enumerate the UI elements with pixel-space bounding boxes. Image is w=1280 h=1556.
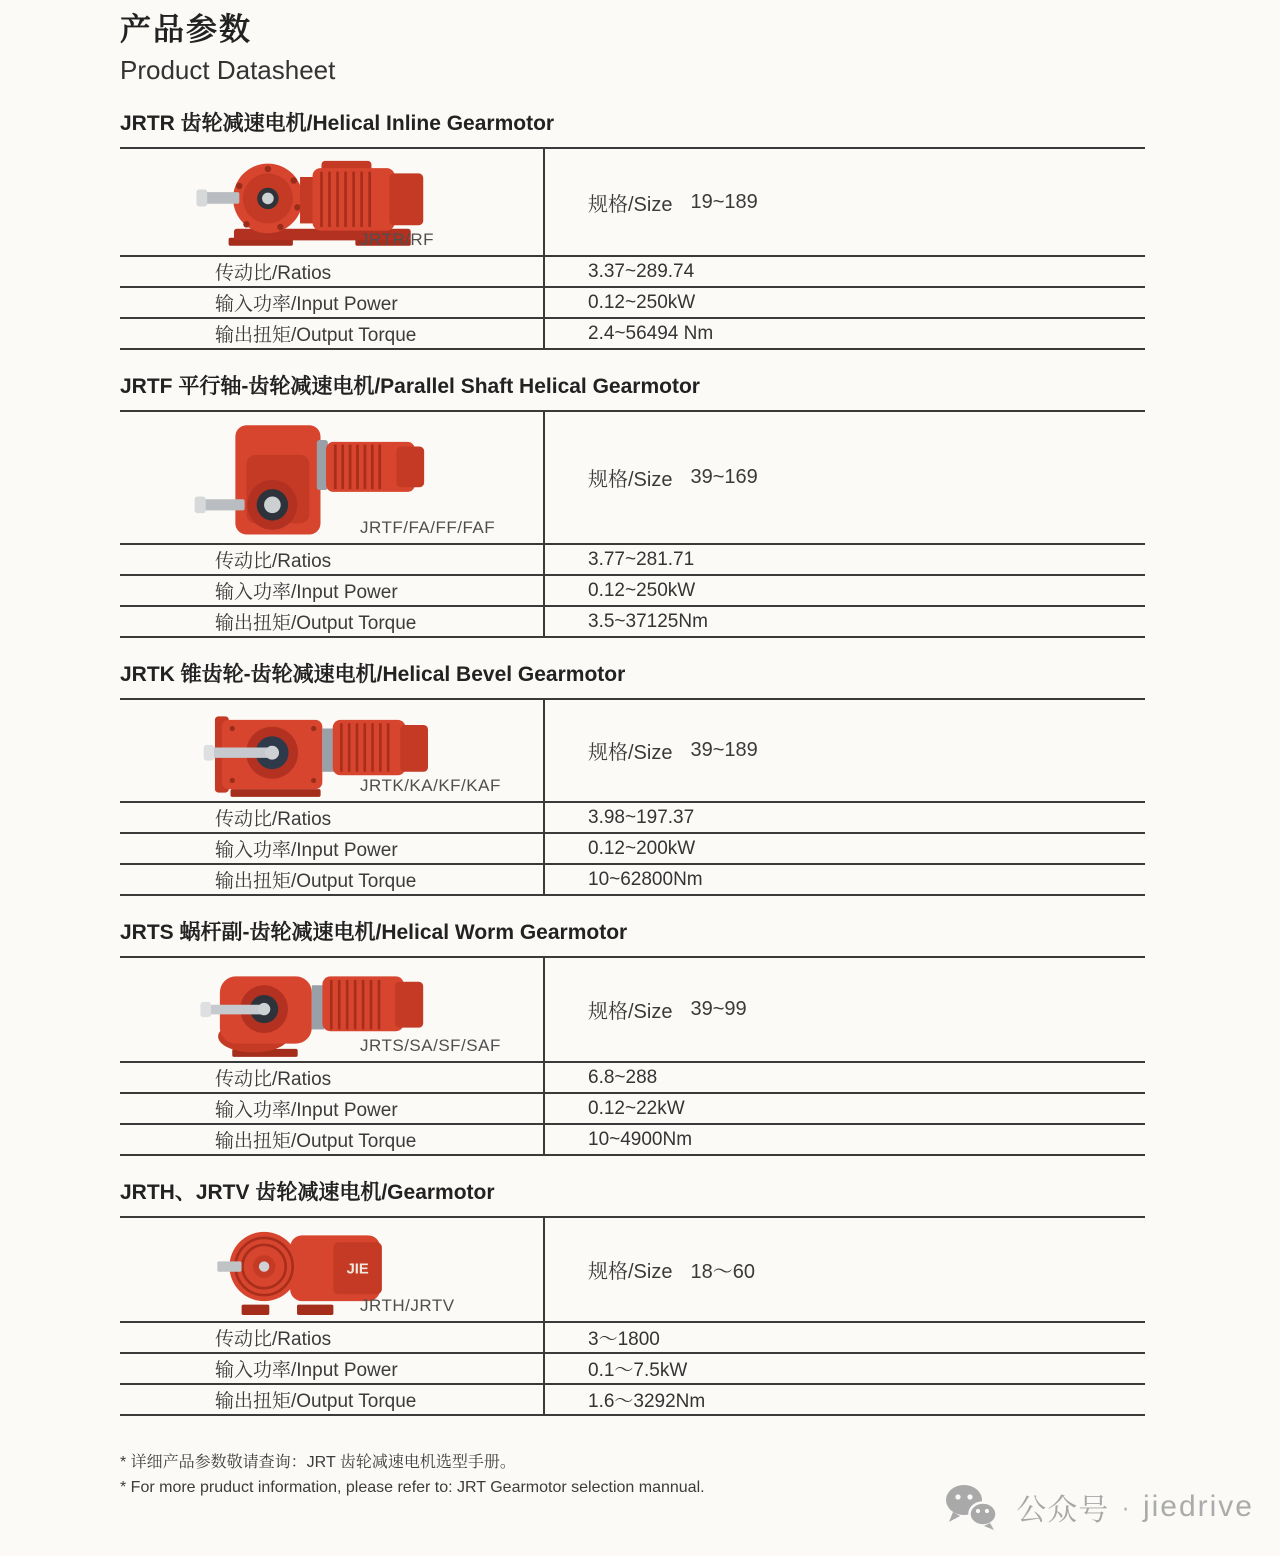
row-value: 0.12~200kW <box>588 837 696 859</box>
image-cell <box>120 412 545 543</box>
size-value: 19~189 <box>690 190 758 213</box>
footnote-en: * For more pruduct information, please refer to: JRT Gearmotor selection mannual. <box>120 1479 705 1496</box>
row-label: 输出扭矩/Output Torque <box>120 1385 545 1414</box>
table-image-row <box>120 958 1145 1063</box>
spec-table <box>120 698 1145 896</box>
wechat-label: 公众号 <box>1016 1494 1110 1527</box>
table-row <box>120 576 1145 607</box>
row-value: 10~4900Nm <box>588 1128 693 1150</box>
separator-dot: · <box>1121 1491 1131 1522</box>
row-value: 0.12~250kW <box>588 579 696 601</box>
footnote-zh: * 详细产品参数敬请查询：JRT 齿轮减速电机选型手册。 <box>120 1454 516 1471</box>
row-label: 传动比/Ratios <box>120 1323 545 1352</box>
row-label: 输入功率/Input Power <box>120 288 545 317</box>
spec-table <box>120 410 1145 638</box>
table-row <box>120 1063 1145 1094</box>
row-label: 输出扭矩/Output Torque <box>120 1125 545 1154</box>
size-label: 规格/Size <box>588 469 673 491</box>
wechat-account-name: jiedrive <box>1142 1490 1254 1523</box>
table-row <box>120 1323 1145 1354</box>
row-value: 6.8~288 <box>588 1066 658 1088</box>
row-label: 输入功率/Input Power <box>120 1094 545 1123</box>
page-title-en: Product Datasheet <box>120 55 336 85</box>
page-header <box>120 0 1145 87</box>
table-row <box>120 865 1145 896</box>
row-label: 输入功率/Input Power <box>120 576 545 605</box>
wechat-icon <box>942 1483 1002 1531</box>
row-value: 3～1800 <box>588 1329 660 1350</box>
size-value: 18～60 <box>690 1261 755 1283</box>
section-heading: JRTH、JRTV 齿轮减速电机/Gearmotor <box>120 1181 495 1204</box>
size-value: 39~189 <box>690 739 758 761</box>
section-heading: JRTF 平行轴-齿轮减速电机/Parallel Shaft Helical Gearmotor <box>120 375 700 398</box>
section-jrth-jrtv <box>120 1178 1145 1416</box>
section-jrtf <box>120 372 1145 638</box>
row-label: 传动比/Ratios <box>120 257 545 286</box>
model-caption: JRTH/JRTV <box>360 1296 455 1315</box>
size-value: 39~169 <box>690 466 758 488</box>
size-cell <box>545 149 1145 255</box>
row-label: 传动比/Ratios <box>120 1063 545 1092</box>
table-image-row <box>120 700 1145 803</box>
table-row <box>120 1354 1145 1385</box>
size-cell <box>545 412 1145 543</box>
row-value: 3.5~37125Nm <box>588 610 708 632</box>
table-image-row <box>120 412 1145 545</box>
section-jrtr <box>120 109 1145 350</box>
wechat-account-banner <box>942 1483 1254 1531</box>
image-cell <box>120 149 545 255</box>
size-cell <box>545 958 1145 1061</box>
page-title-zh: 产品参数 <box>120 12 252 47</box>
size-value: 39~99 <box>690 998 747 1020</box>
table-row <box>120 607 1145 638</box>
size-label: 规格/Size <box>588 1001 673 1023</box>
row-label: 输入功率/Input Power <box>120 1354 545 1383</box>
model-caption: JRTR/RF <box>360 230 435 249</box>
row-label: 传动比/Ratios <box>120 803 545 832</box>
row-value: 10~62800Nm <box>588 868 703 890</box>
table-row <box>120 834 1145 865</box>
table-row <box>120 1385 1145 1416</box>
image-cell <box>120 958 545 1061</box>
section-jrtk <box>120 660 1145 896</box>
size-cell <box>545 700 1145 801</box>
table-row <box>120 545 1145 576</box>
size-label: 规格/Size <box>588 193 673 216</box>
row-value: 0.1～7.5kW <box>588 1360 688 1381</box>
table-image-row <box>120 1218 1145 1323</box>
row-value: 1.6～3292Nm <box>588 1391 706 1412</box>
row-value: 0.12~22kW <box>588 1097 685 1119</box>
section-heading: JRTR 齿轮减速电机/Helical Inline Gearmotor <box>120 112 555 135</box>
table-row <box>120 1125 1145 1156</box>
row-value: 3.37~289.74 <box>588 260 695 282</box>
row-label: 传动比/Ratios <box>120 545 545 574</box>
row-label: 输出扭矩/Output Torque <box>120 319 545 348</box>
image-cell <box>120 1218 545 1321</box>
table-row <box>120 1094 1145 1125</box>
section-jrts <box>120 918 1145 1156</box>
row-value: 2.4~56494 Nm <box>588 322 714 344</box>
model-caption: JRTK/KA/KF/KAF <box>360 776 501 795</box>
row-value: 3.77~281.71 <box>588 548 695 570</box>
page-content <box>120 0 1145 1500</box>
spec-table <box>120 147 1145 350</box>
spec-table <box>120 956 1145 1156</box>
size-label: 规格/Size <box>588 742 673 764</box>
image-cell <box>120 700 545 801</box>
row-value: 0.12~250kW <box>588 291 696 313</box>
size-cell <box>545 1218 1145 1321</box>
row-label: 输入功率/Input Power <box>120 834 545 863</box>
model-caption: JRTF/FA/FF/FAF <box>360 518 496 537</box>
section-heading: JRTK 锥齿轮-齿轮减速电机/Helical Bevel Gearmotor <box>120 663 626 686</box>
row-value: 3.98~197.37 <box>588 806 695 828</box>
jie-logo: JIE <box>346 1260 369 1277</box>
row-label: 输出扭矩/Output Torque <box>120 865 545 894</box>
size-label: 规格/Size <box>588 1261 673 1283</box>
section-heading: JRTS 蜗杆副-齿轮减速电机/Helical Worm Gearmotor <box>120 921 628 944</box>
table-row <box>120 319 1145 350</box>
table-image-row <box>120 149 1145 257</box>
table-row <box>120 288 1145 319</box>
model-caption: JRTS/SA/SF/SAF <box>360 1036 501 1055</box>
table-row <box>120 803 1145 834</box>
row-label: 输出扭矩/Output Torque <box>120 607 545 636</box>
spec-table <box>120 1216 1145 1416</box>
table-row <box>120 257 1145 288</box>
